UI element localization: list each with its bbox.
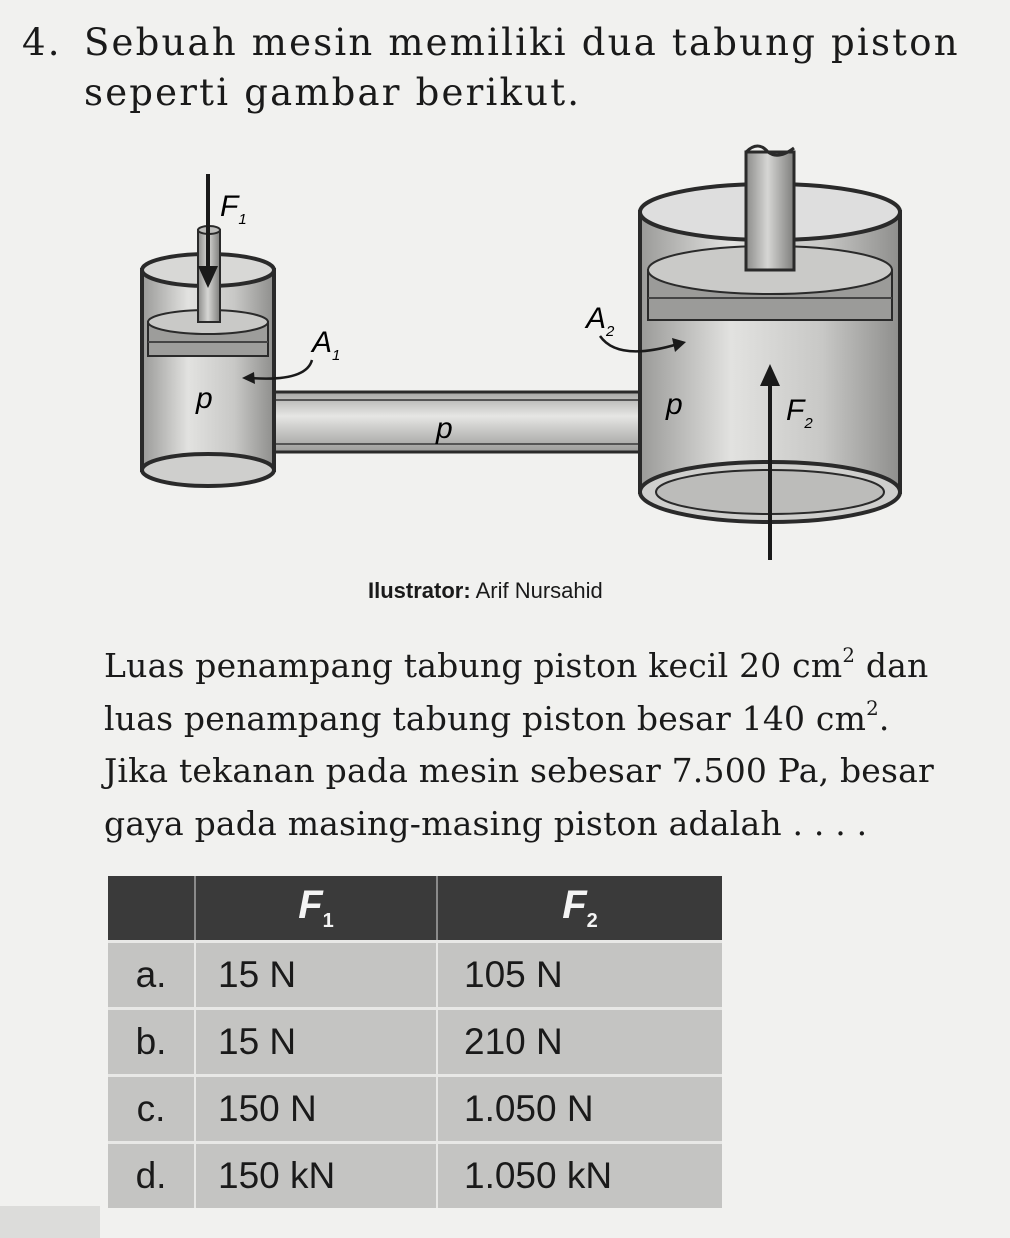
illustrator-credit xyxy=(368,578,603,604)
paragraph-line-3: Jika tekanan pada mesin sebesar 7.500 Pa, besar xyxy=(104,751,934,790)
option-f1-value: 150 kN xyxy=(195,1143,437,1209)
question-text xyxy=(84,18,984,118)
scan-edge-strip xyxy=(0,1206,100,1238)
header-f1: $F_1$ xyxy=(195,876,437,942)
paragraph-line-2: luas penampang tabung piston besar 140 $cm^2$. xyxy=(104,696,890,738)
question-number: 4. xyxy=(22,21,62,64)
table-row[interactable] xyxy=(108,942,722,1009)
option-letter: d. xyxy=(108,1143,195,1209)
table-header-row xyxy=(108,876,722,942)
option-f2-value: 1.050 N xyxy=(437,1076,722,1143)
paragraph-line-1: Luas penampang tabung piston kecil 20 $cm^2$ dan xyxy=(104,644,929,685)
header-blank xyxy=(108,876,195,942)
label-pressure-pipe: p xyxy=(436,412,453,445)
label-a1: $A_1$ xyxy=(312,326,341,364)
option-f1-value: 150 N xyxy=(195,1076,437,1143)
option-letter: a. xyxy=(108,942,195,1009)
paragraph-line-4: gaya pada masing-masing piston adalah . . . . xyxy=(104,803,868,843)
table-row[interactable] xyxy=(108,1143,722,1209)
label-f1: $F_1$ xyxy=(220,190,247,228)
credit-name: Arif Nursahid xyxy=(475,578,603,603)
option-f2-value: 105 N xyxy=(437,942,722,1009)
question-text-line-2: seperti gambar berikut. xyxy=(84,71,582,114)
table-row[interactable] xyxy=(108,1076,722,1143)
option-f1-value: 15 N xyxy=(195,942,437,1009)
table-row[interactable] xyxy=(108,1009,722,1076)
option-f2-value: 1.050 kN xyxy=(437,1143,722,1209)
connecting-pipe xyxy=(270,392,650,452)
label-pressure-large: p xyxy=(666,388,683,421)
option-f2-value: 210 N xyxy=(437,1009,722,1076)
answer-options-table xyxy=(108,876,722,1208)
option-letter: c. xyxy=(108,1076,195,1143)
header-f2: $F_2$ xyxy=(437,876,722,942)
question-text-line-1: Sebuah mesin memiliki dua tabung piston xyxy=(84,21,960,64)
problem-paragraph xyxy=(104,640,990,850)
option-f1-value: 15 N xyxy=(195,1009,437,1076)
credit-label: Ilustrator: xyxy=(368,578,471,603)
label-f2: $F_2$ xyxy=(786,394,813,432)
option-letter: b. xyxy=(108,1009,195,1076)
label-a2: $A_2$ xyxy=(586,302,615,340)
label-pressure-small: p xyxy=(196,382,213,415)
hydraulic-piston-diagram xyxy=(110,130,930,610)
